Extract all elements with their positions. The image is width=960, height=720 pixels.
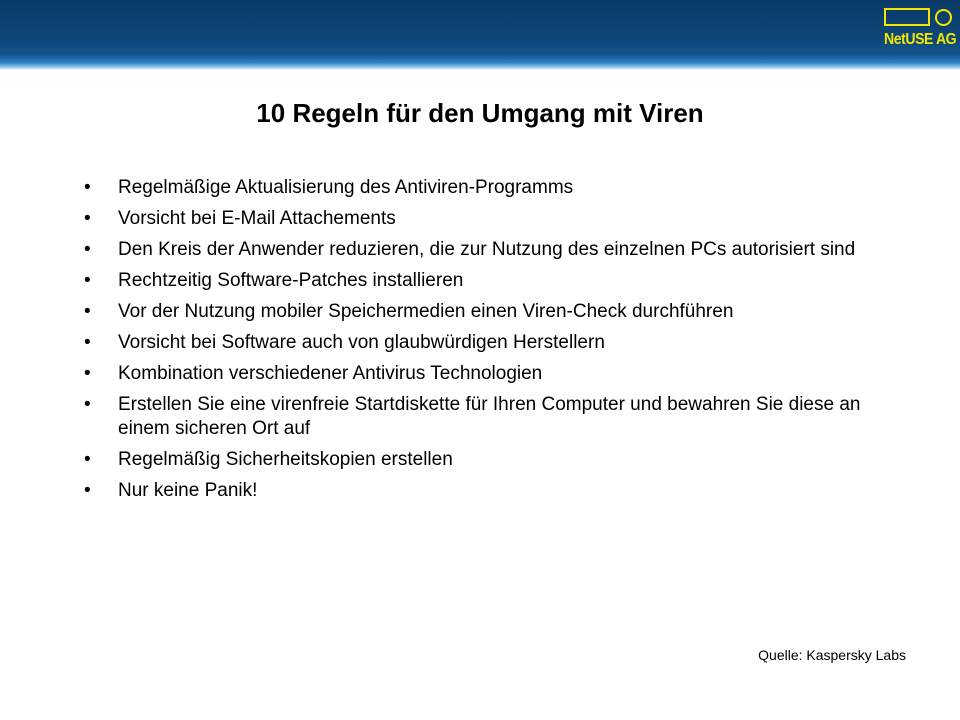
logo-text: NetUSE AG — [884, 31, 957, 48]
bullet-icon: • — [84, 394, 91, 415]
list-item — [84, 362, 864, 386]
bullet-icon: • — [84, 301, 91, 322]
list-item-text: Kombination verschiedener Antivirus Technologien — [118, 363, 543, 384]
list-item-text: Den Kreis der Anwender reduzieren, die zur Nutzung des einzelnen PCs autorisiert sind — [118, 239, 856, 260]
list-item-text: Vorsicht bei E-Mail Attachements — [118, 208, 396, 229]
list-item-text: Vorsicht bei Software auch von glaubwürdigen Herstellern — [118, 332, 605, 353]
list-item — [84, 176, 864, 200]
list-item-text: Rechtzeitig Software-Patches installieren — [118, 270, 464, 291]
bullet-icon: • — [84, 208, 91, 229]
list-item — [84, 331, 864, 355]
list-item-text: Nur keine Panik! — [118, 480, 258, 501]
list-item — [84, 269, 864, 293]
rules-list — [84, 176, 864, 510]
list-item-text: Regelmäßige Aktualisierung des Antiviren-Programms — [118, 177, 574, 198]
list-item-text: Vor der Nutzung mobiler Speichermedien einen Viren-Check durchführen — [118, 301, 734, 322]
netuse-logo — [884, 8, 956, 60]
bullet-icon: • — [84, 480, 91, 501]
bullet-icon: • — [84, 177, 91, 198]
bullet-icon: • — [84, 363, 91, 384]
list-item — [84, 207, 864, 231]
list-item — [84, 393, 864, 441]
bullet-icon: • — [84, 332, 91, 353]
list-item — [84, 479, 864, 503]
list-item — [84, 448, 864, 472]
logo-rectangle-icon — [884, 8, 930, 26]
bullet-icon: • — [84, 239, 91, 260]
source-note: Quelle: Kaspersky Labs — [758, 647, 906, 663]
list-item-text: Regelmäßig Sicherheitskopien erstellen — [118, 449, 453, 470]
logo-circle-icon — [935, 9, 952, 26]
header-bar — [0, 0, 960, 70]
list-item — [84, 300, 864, 324]
bullet-icon: • — [84, 270, 91, 291]
list-item-text: Erstellen Sie eine virenfreie Startdiskette für Ihren Computer und bewahren Sie diese an einem sicheren Ort auf — [118, 394, 861, 439]
bullet-icon: • — [84, 449, 91, 470]
list-item — [84, 238, 864, 262]
slide-title: 10 Regeln für den Umgang mit Viren — [256, 98, 704, 128]
